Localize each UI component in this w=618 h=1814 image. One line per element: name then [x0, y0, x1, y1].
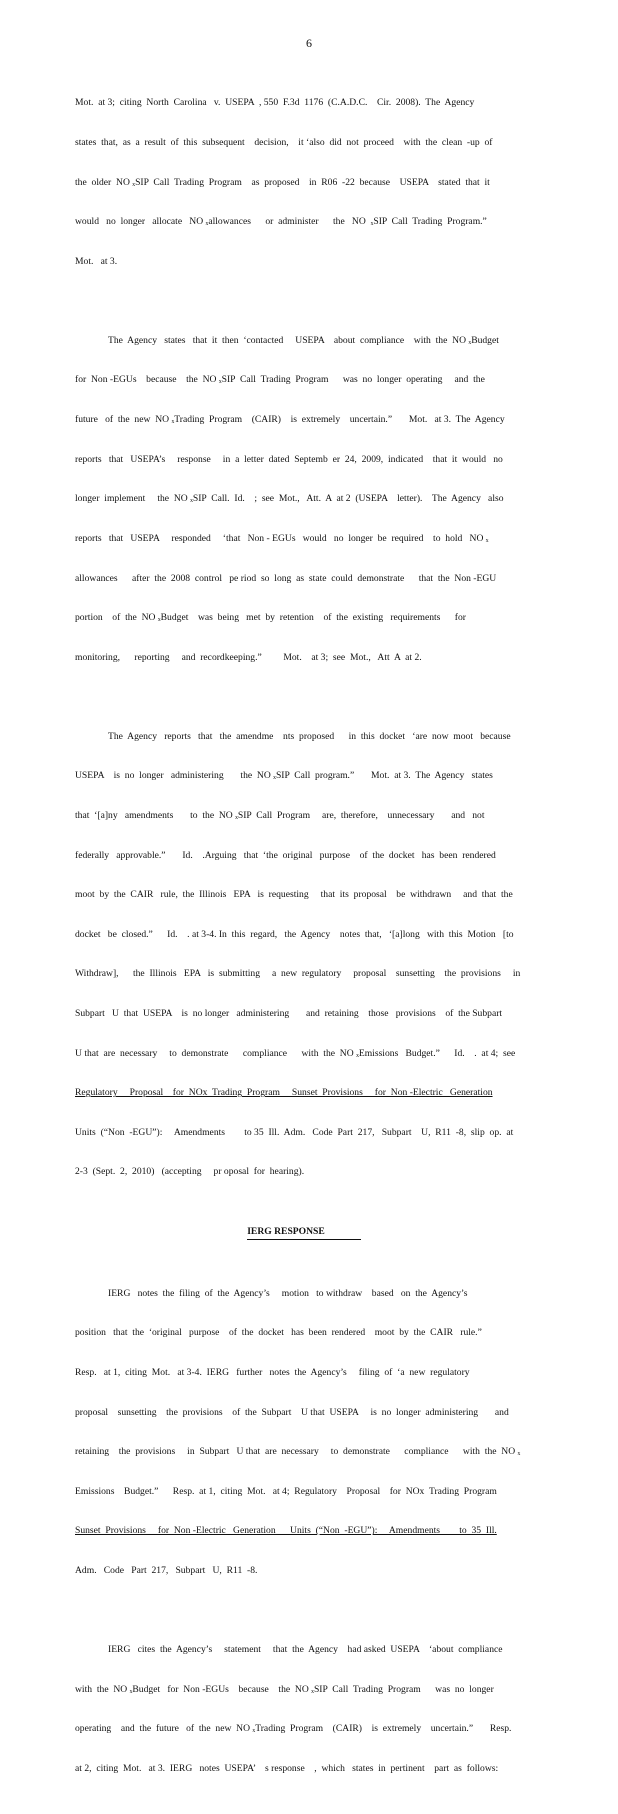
text-line: reports that USEPA’s response in a letter dated Septemb er 24, 2009, indicated that it would no: [75, 453, 503, 465]
text-line: that ‘[a]ny amendments to the NO ₓSIP Call Program are, therefore, unnecessary and not: [75, 809, 485, 821]
text-line: the older NO ₓSIP Call Trading Program as proposed in R06 -22 because USEPA stated that it: [75, 176, 490, 188]
text-line: IERG notes the filing of the Agency’s motion to withdraw based on the Agency’s: [108, 1287, 468, 1299]
text-line: operating and the future of the new NO ₓTrading Program (CAIR) is extremely uncertain.” Resp.: [75, 1723, 512, 1735]
text-line: federally approvable.” Id. .Arguing that ‘the original purpose of the docket has been rendered: [75, 849, 496, 861]
text-line: The Agency states that it then ‘contacted USEPA about compliance with the NO ₓBudget: [108, 334, 499, 346]
text-line: Withdraw], the Illinois EPA is submitting a new regulatory proposal sunsetting the provisions in: [75, 968, 521, 980]
text-line: Emissions Budget.” Resp. at 1, citing Mot. at 4; Regulatory Proposal for NOx Trading Program: [75, 1485, 497, 1497]
text-line: monitoring, reporting and recordkeeping.” Mot. at 3; see Mot., Att A at 2.: [75, 651, 422, 663]
text-line: moot by the CAIR rule, the Illinois EPA is requesting that its proposal be withdrawn and that the: [75, 889, 513, 901]
text-line: Resp. at 1, citing Mot. at 3-4. IERG further notes the Agency’s filing of ‘a new regulatory: [75, 1366, 470, 1378]
paragraph-5: [75, 1617, 533, 1802]
text-line: Mot. at 3.: [75, 255, 118, 267]
section-heading-text: IERG RESPONSE: [247, 1225, 361, 1240]
citation-line: Sunset Provisions for Non -Electric Generation Units (“Non -EGU”): Amendments to 35 Ill.: [75, 1525, 497, 1537]
paragraph-1: [75, 70, 533, 294]
text-line: reports that USEPA responded ‘that Non - EGUs would no longer be required to hold NO ₓ: [75, 532, 489, 544]
text-line: IERG cites the Agency’s statement that the Agency had asked USEPA ‘about compliance: [108, 1643, 503, 1655]
page-number: 6: [306, 36, 312, 50]
document-body: [75, 70, 533, 1814]
text-line: states that, as a result of this subsequent decision, it ‘also did not proceed with the clean -up of: [75, 137, 493, 149]
text-line: Adm. Code Part 217, Subpart U, R11 -8.: [75, 1564, 258, 1576]
citation-line: Regulatory Proposal for NOx Trading Program Sunset Provisions for Non -Electric Generation: [75, 1087, 493, 1099]
text-line: allowances after the 2008 control pe riod so long as state could demonstrate that the Non -EGU: [75, 572, 497, 584]
section-heading: [75, 1225, 533, 1240]
text-line: Mot. at 3; citing North Carolina v. USEPA , 550 F.3d 1176 (C.A.D.C. Cir. 2008). The Agency: [75, 97, 475, 109]
text-line: retaining the provisions in Subpart U that are necessary to demonstrate compliance with the NO ₓ: [75, 1446, 521, 1458]
text-line: U that are necessary to demonstrate compliance with the NO ₓEmissions Budget.” Id. . at 4; see: [75, 1047, 516, 1059]
text-line: The Agency reports that the amendme nts proposed in this docket ‘are now moot because: [108, 730, 511, 742]
text-line: would no longer allocate NO ₓallowances or administer the NO ₓSIP Call Trading Program.”: [75, 216, 487, 228]
text-line: portion of the NO ₓBudget was being met by retention of the existing requirements for: [75, 612, 466, 624]
text-line: USEPA is no longer administering the NO ₓSIP Call program.” Mot. at 3. The Agency states: [75, 770, 493, 782]
text-line: future of the new NO ₓTrading Program (CAIR) is extremely uncertain.” Mot. at 3. The Agency: [75, 414, 505, 426]
paragraph-4: [75, 1260, 533, 1603]
text-line: Units (“Non -EGU”): Amendments to 35 Ill. Adm. Code Part 217, Subpart U, R11 -8, slip op. at: [75, 1126, 514, 1138]
paragraph-2: [75, 307, 533, 690]
paragraph-3: [75, 703, 533, 1205]
text-line: Subpart U that USEPA is no longer administering and retaining those provisions of the Subpart: [75, 1008, 503, 1020]
text-line: at 2, citing Mot. at 3. IERG notes USEPA’ s response , which states in pertinent part as follows:: [75, 1762, 499, 1774]
text-line: 2-3 (Sept. 2, 2010) (accepting pr oposal for hearing).: [75, 1166, 305, 1178]
text-line: with the NO ₓBudget for Non -EGUs because the NO ₓSIP Call Trading Program was no longer: [75, 1683, 494, 1695]
text-line: proposal sunsetting the provisions of the Subpart U that USEPA is no longer administering and: [75, 1406, 509, 1418]
text-line: position that the ‘original purpose of the docket has been rendered moot by the CAIR rule.”: [75, 1327, 482, 1339]
text-line: longer implement the NO ₓSIP Call. Id. ; see Mot., Att. A at 2 (USEPA letter). The Agency also: [75, 493, 504, 505]
text-line: docket be closed.” Id. . at 3-4. In this regard, the Agency notes that, ‘[a]long with this Motion [to: [75, 928, 514, 940]
text-line: for Non -EGUs because the NO ₓSIP Call Trading Program was no longer operating and the: [75, 374, 485, 386]
